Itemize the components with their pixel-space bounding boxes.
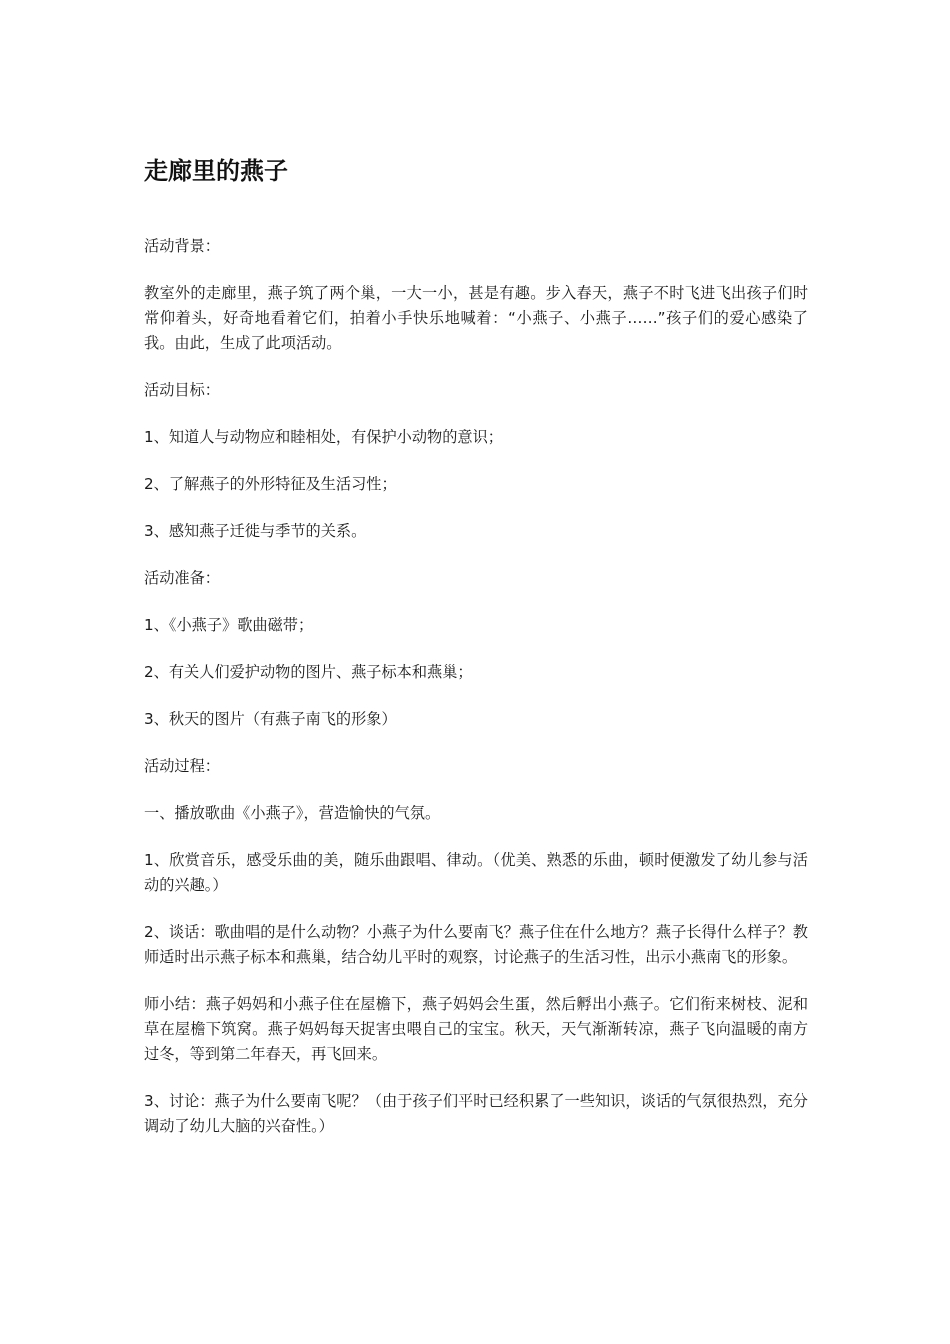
goal-item-2: 2、了解燕子的外形特征及生活习性； — [144, 475, 397, 493]
section-heading-preparation: 活动准备： — [144, 569, 220, 587]
goal-item-3: 3、感知燕子迁徙与季节的关系。 — [144, 522, 367, 540]
teacher-summary: 师小结：燕子妈妈和小燕子住在屋檐下，燕子妈妈会生蛋，然后孵出小燕子。它们衔来树枝、泥和草在屋檐下筑窝。燕子妈妈每天捉害虫喂自己的宝宝。秋天，天气渐渐转凉，燕子飞向温暖的南方过冬，等到第二年春天，再飞回来。 — [144, 995, 808, 1063]
process-item-1: 1、欣赏音乐，感受乐曲的美，随乐曲跟唱、律动。（优美、熟悉的乐曲，顿时便激发了幼儿参与活动的兴趣。） — [144, 851, 808, 894]
document-body — [144, 234, 808, 1161]
document-title: 走廊里的燕子 — [144, 157, 288, 185]
section-heading-background: 活动背景： — [144, 237, 220, 255]
preparation-item-3: 3、秋天的图片（有燕子南飞的形象） — [144, 710, 397, 728]
process-step-1: 一、播放歌曲《小燕子》，营造愉快的气氛。 — [144, 804, 441, 822]
section-heading-goals: 活动目标： — [144, 381, 220, 399]
goal-item-1: 1、知道人与动物应和睦相处，有保护小动物的意识； — [144, 428, 503, 446]
preparation-item-2: 2、有关人们爱护动物的图片、燕子标本和燕巢； — [144, 663, 473, 681]
paragraph-background: 教室外的走廊里，燕子筑了两个巢，一大一小，甚是有趣。步入春天，燕子不时飞进飞出孩子们时常仰着头，好奇地看着它们，拍着小手快乐地喊着：“小燕子、小燕子……”孩子们的爱心感染了我。由此，生成了此项活动。 — [144, 284, 808, 352]
document-page — [144, 0, 808, 1344]
preparation-item-1: 1、《小燕子》歌曲磁带； — [144, 616, 314, 634]
process-item-2: 2、谈话：歌曲唱的是什么动物？小燕子为什么要南飞？燕子住在什么地方？燕子长得什么样子？教师适时出示燕子标本和燕巢，结合幼儿平时的观察，讨论燕子的生活习性，出示小燕南飞的形象。 — [144, 923, 808, 966]
process-item-3: 3、讨论：燕子为什么要南飞呢？（由于孩子们平时已经积累了一些知识，谈话的气氛很热烈，充分调动了幼儿大脑的兴奋性。） — [144, 1092, 808, 1135]
section-heading-process: 活动过程： — [144, 757, 220, 775]
